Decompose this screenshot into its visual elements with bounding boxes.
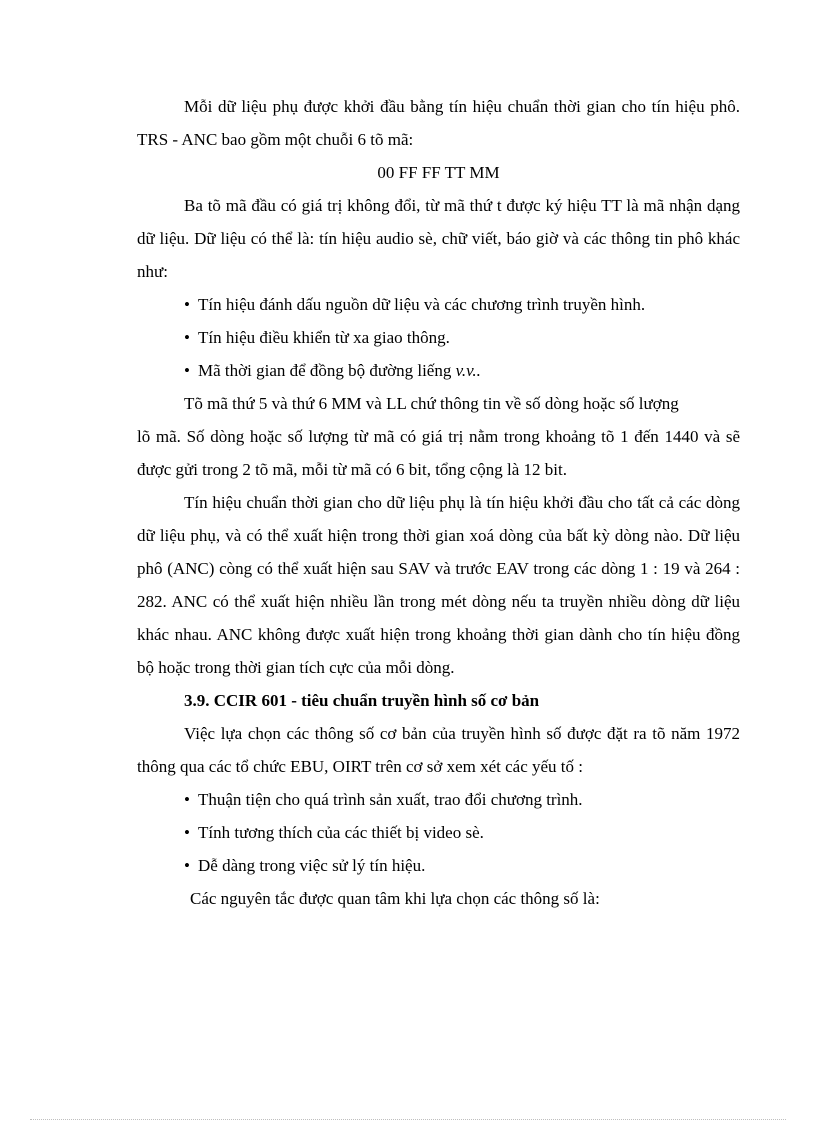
paragraph-principles: Các nguyên tắc được quan tâm khi lựa chọn các thông số là: xyxy=(190,889,600,908)
bullet-item: • Thuận tiện cho quá trình sản xuất, trao đổi chương trình. xyxy=(137,783,740,816)
paragraph-ancillary-timing: Tín hiệu chuẩn thời gian cho dữ liệu phụ là tín hiệu khởi đầu cho tất cả các dòng dữ liệu phụ, và có thể xuất hiện trong thời gian xoá dòng của bất kỳ dòng nào. Dữ liệu phô (ANC) còng có thể xuất hiện sau SAV và trước EAV trong các dòng 1 : 19 và 264 : 282. ANC có thể xuất hiện nhiều lần trong mét dòng nếu ta truyền nhiều dòng dữ liệu khác nhau. ANC không được xuất hiện trong khoảng thời gian dành cho tín hiệu đồng bộ hoặc trong thời gian tích cực của mỗi dòng. xyxy=(137,493,740,677)
bullet-icon: • xyxy=(184,361,190,380)
paragraph-code-description: Ba tõ mã đầu có giá trị không đổi, từ mã thứ t được ký hiệu TT là mã nhận dạng dữ liệu. Dữ liệu có thể là: tín hiệu audio sè, chữ viết, báo giờ và các thông tin phô khác như: xyxy=(137,196,740,281)
bullet-item: • Tín hiệu điều khiển từ xa giao thông. xyxy=(137,321,740,354)
paragraph-word-count-line2: lõ mã. Số dòng hoặc số lượng từ mã có giá trị nằm trong khoảng tõ 1 đến 1440 và sẽ được gửi trong 2 tõ mã, mỗi từ mã có 6 bit, tổng cộng là 12 bit. xyxy=(137,427,740,479)
bullet-icon: • xyxy=(184,790,190,809)
bullet-icon: • xyxy=(184,856,190,875)
paragraph-anc-intro: Mỗi dữ liệu phụ được khởi đầu bằng tín hiệu chuẩn thời gian cho tín hiệu phô. TRS - ANC bao gồm một chuỗi 6 tõ mã: xyxy=(137,97,740,149)
section-heading: 3.9. CCIR 601 - tiêu chuẩn truyền hình số cơ bản xyxy=(184,691,540,710)
bullet-icon: • xyxy=(184,328,190,347)
paragraph-word-count-line1: Tõ mã thứ 5 và thứ 6 MM và LL chứ thông tin về số dòng hoặc số lượng xyxy=(184,394,679,413)
page-bottom-divider xyxy=(30,1119,786,1120)
bullet-icon: • xyxy=(184,295,190,314)
paragraph-parameter-selection: Việc lựa chọn các thông số cơ bản của truyền hình số được đặt ra tõ năm 1972 thông qua các tổ chức EBU, OIRT trên cơ sở xem xét các yếu tố : xyxy=(137,724,740,776)
bullet-item: • Mã thời gian để đồng bộ đường liếng v.v.. xyxy=(137,354,740,387)
bullet-item: • Tín hiệu đánh dấu nguồn dữ liệu và các chương trình truyền hình. xyxy=(137,288,740,321)
code-sequence: 00 FF FF TT MM xyxy=(377,163,500,182)
bullet-item: • Tính tương thích của các thiết bị video sè. xyxy=(137,816,740,849)
bullet-item: • Dễ dàng trong việc sử lý tín hiệu. xyxy=(137,849,740,882)
bullet-icon: • xyxy=(184,823,190,842)
document-page xyxy=(137,90,740,915)
